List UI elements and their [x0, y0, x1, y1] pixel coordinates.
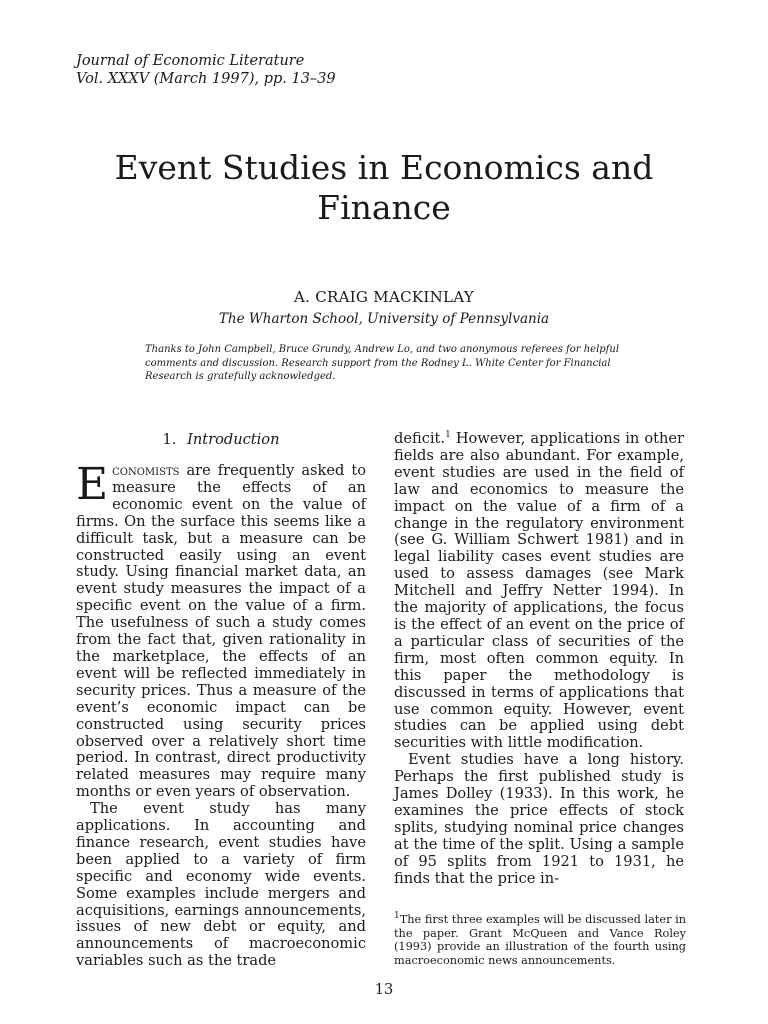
journal-header [76, 52, 336, 88]
author-initial: A. C [293, 288, 327, 306]
drop-cap: E [76, 459, 109, 510]
section-number: 1. [162, 431, 177, 448]
author-name-part: INLAY [423, 288, 475, 306]
right-column [394, 431, 684, 887]
footnote-mark: 1 [394, 911, 400, 922]
author-name-part: K [411, 288, 424, 306]
paragraph-3-start: deficit. [394, 430, 446, 447]
paragraph-3 [394, 431, 684, 752]
paragraph-1 [76, 459, 366, 801]
author-affiliation: The Wharton School, University of Pennsylvania [218, 311, 550, 327]
footnote-reference[interactable]: 1 [445, 430, 451, 441]
author-name-part: M [373, 288, 389, 306]
page-number: 13 [374, 981, 394, 998]
section-heading [76, 431, 366, 448]
journal-volume: Vol. XXXV (March 1997), pp. 13–39 [76, 71, 336, 87]
footnote-text: The first three examples will be discussed later in the paper. Grant McQueen and Vance Roley (1993) provide an illustration of the fourth using macroeconomic news announcements. [394, 913, 686, 967]
author-name [0, 288, 768, 306]
author-name-part: AC [388, 288, 412, 306]
paragraph-2: The event study has many applications. In accounting and finance research, event studies have been applied to a variety of firm specific and economy wide events. Some examples include mergers and acquisitions, earnings announcements, issues of new debt or equity, and announcements of macroeconomic variables such as the trade [76, 800, 366, 970]
left-column [76, 431, 366, 970]
section-name: Introduction [187, 431, 280, 448]
journal-name: Journal of Economic Literature [76, 53, 305, 69]
paper-title-line-1: Event Studies in Economics and [114, 148, 654, 187]
paper-title-line-2: Finance [317, 188, 451, 227]
footnote [394, 913, 686, 967]
acknowledgment-note: Thanks to John Campbell, Bruce Grundy, Andrew Lo, and two anonymous referees for helpful comments and discussion. Research support from the Rodney L. White Center for Financial Research is gratefully acknowledged. [145, 344, 620, 382]
author-name-part: RAIG [326, 288, 374, 306]
paragraph-4: Event studies have a long history. Perhaps the first published study is James Dolley (1933). In this work, he examines the price effects of stock splits, studying nominal price changes at the time of the split. Using a sample of 95 splits from 1921 to 1931, he finds that the price in- [394, 751, 684, 887]
paragraph-3-text: However, applications in other fields are also abundant. For example, event studies are used in the field of law and economics to measure the impact on the value of a firm of a change in the regulatory environment (see G. William Schwert 1981) and in legal liability cases event studies are used to assess damages (see Mark Mitchell and Jeffry Netter 1994). In the majority of applications, the focus is the effect of an event on the price of a particular class of securities of the firm, most often common equity. In this paper the methodology is discussed in terms of applications that use common equity. However, event studies can be applied using debt securities with little modification. [394, 430, 684, 752]
paper-title [0, 148, 768, 228]
paragraph-1-text: are frequently asked to measure the effects of an economic event on the value of firms. On the surface this seems like a difficult task, but a measure can be constructed easily using an event study. Using financial market data, an event study measures the impact of a specific event on the value of a firm. The usefulness of such a study comes from the fact that, given rationality in the marketplace, the effects of an event will be reflected immediately in security prices. Thus a measure of the event’s economic impact can be constructed using security prices observed over a relatively short time period. In contrast, direct productivity related measures may require many months or even years of observation. [76, 462, 366, 801]
lead-word: conomists [112, 462, 180, 479]
